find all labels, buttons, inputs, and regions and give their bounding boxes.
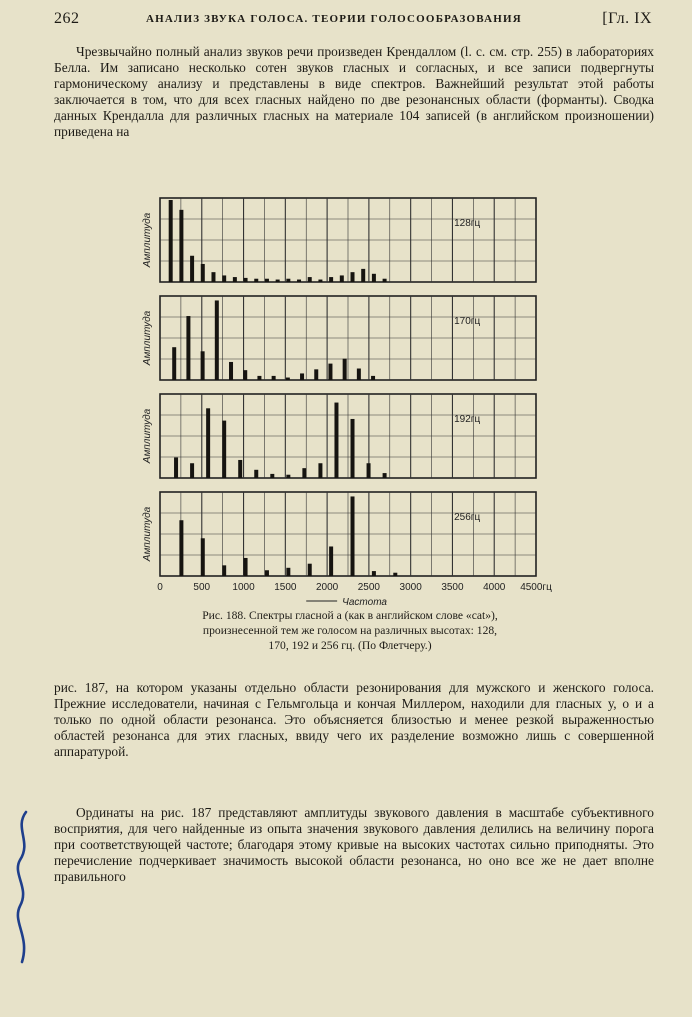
spectrum-bar: [244, 558, 248, 576]
spectrum-bar: [222, 565, 226, 576]
spectrum-bar: [229, 362, 233, 380]
spectrum-bar: [254, 279, 258, 282]
spectrum-bar: [257, 376, 261, 380]
x-tick-label: 4000: [483, 582, 506, 593]
spectrum-bar: [329, 277, 333, 282]
series-frequency-label: 128гц: [454, 218, 481, 229]
spectrum-bar: [215, 300, 219, 380]
spectrum-bar: [340, 275, 344, 282]
spectrum-bar: [179, 210, 183, 282]
margin-brace-mark: [8, 808, 38, 968]
spectrum-bar: [329, 546, 333, 576]
running-title: АНАЛИЗ ЗВУКА ГОЛОСА. ТЕОРИИ ГОЛОСООБРАЗОВАНИЯ: [146, 13, 522, 25]
spectrum-bar: [265, 570, 269, 576]
y-axis-label: Амплитуда: [142, 408, 153, 464]
paragraph-resonance: рис. 187, на котором указаны отдельно области резонирования для мужского и женского голоса. Прежние исследователи, начиная с Гельмгольца и кончая Миллером, находили для гласных у, о и а только по одной области резонанса. Это объясняется близостью и менее резкой выраженностью областей резонанса для этих гласных, ввиду чего их разделение возможно лишь с совершенной аппаратурой.: [54, 680, 654, 760]
spectrum-bar: [179, 520, 183, 576]
spectrum-bar: [297, 280, 301, 282]
y-axis-label: Амплитуда: [142, 212, 153, 268]
x-tick-label: 1000: [232, 582, 255, 593]
spectrum-bar: [190, 256, 194, 282]
y-axis-label: Амплитуда: [142, 506, 153, 562]
caption-line-2: произнесенной тем же голосом на различных высотах: 128,: [202, 624, 498, 637]
spectrum-bar: [211, 272, 215, 282]
spectrum-bar: [367, 463, 371, 478]
spectrum-bar: [393, 573, 397, 576]
spectrum-bar: [172, 347, 176, 380]
spectrum-bar: [286, 378, 290, 380]
spectrum-bar: [186, 316, 190, 380]
x-tick-label: 500: [193, 582, 211, 593]
caption-line-1: Рис. 188. Спектры гласной a (как в английском слове «cat»),: [202, 609, 498, 622]
spectrum-bar: [328, 364, 332, 380]
spectrum-bar: [272, 376, 276, 380]
spectrum-bar: [238, 460, 242, 478]
spectrum-bar: [318, 280, 322, 282]
spectrum-bar: [222, 275, 226, 282]
spectrum-bar: [383, 473, 387, 478]
spectrum-bar: [372, 571, 376, 576]
spectrum-bar: [351, 272, 355, 282]
spectrum-bar: [318, 463, 322, 478]
spectrum-bar: [308, 564, 312, 576]
x-tick-label: 3500: [441, 582, 464, 593]
x-tick-label: 0: [157, 582, 163, 593]
spectrum-bar: [351, 419, 355, 478]
spectrum-bar: [343, 359, 347, 380]
series-frequency-label: 192гц: [454, 414, 481, 425]
y-axis-label: Амплитуда: [142, 310, 153, 366]
spectrum-bar: [334, 403, 338, 478]
spectrum-bar: [351, 496, 355, 576]
spectrum-bar: [244, 278, 248, 282]
spectrum-bar: [206, 408, 210, 478]
spectrum-bar: [300, 373, 304, 380]
x-tick-label: 2500: [357, 582, 381, 593]
spectrum-bar: [276, 280, 280, 282]
spectrum-bar: [201, 351, 205, 380]
paragraph-intro: Чрезвычайно полный анализ звуков речи произведен Крендаллом (l. c. см. стр. 255) в лабораториях Белла. Им записано несколько сотен звуков гласных и согласных, и все записи подвергнуты гармоническому анализу и представлены в виде спектров. Важнейший результат этой работы заключается в том, что для всех гласных найдено по две резонансных области (форманты). Сводка данных Крендалла для различных гласных на материале 104 записей (в английском произношении) приведена на: [54, 44, 654, 140]
spectrum-bar: [383, 279, 387, 282]
x-tick-label: 2000: [315, 582, 339, 593]
spectrum-bar: [222, 421, 226, 478]
chapter-label: [Гл. IX: [602, 10, 652, 27]
paragraph-ordinates: Ординаты на рис. 187 представляют амплитуды звукового давления в масштабе субъективного восприятия, для чего найденные из опыта значения звукового давления делились на величину порога при соответствующей частоте; благодаря этому кривые на высоких частотах сильно приподняты. Это перечисление подчеркивает значимость высокой области резонанса, но оно все же не дает вполне правильного: [54, 805, 654, 885]
spectrum-bar: [190, 463, 194, 478]
spectrum-bar: [169, 200, 173, 282]
spectrum-bar: [270, 474, 274, 478]
spectrum-bar: [357, 369, 361, 380]
running-header: [54, 10, 652, 32]
spectrum-bar: [371, 376, 375, 380]
page-number: 262: [54, 10, 80, 27]
spectrum-bar: [233, 277, 237, 282]
x-axis-label: Частота: [342, 597, 388, 608]
spectrum-bar: [361, 269, 365, 282]
series-frequency-label: 170гц: [454, 316, 481, 327]
x-tick-label: 3000: [399, 582, 422, 593]
x-tick-label: 1500: [274, 582, 297, 593]
spectrum-bar: [286, 475, 290, 478]
spectrum-bar: [254, 470, 258, 478]
spectrum-bar: [265, 279, 269, 282]
spectrum-bar: [201, 538, 205, 576]
spectra-figure: [128, 192, 552, 608]
series-frequency-label: 256гц: [454, 512, 481, 523]
spectrum-bar: [243, 370, 247, 380]
spectrum-bar: [201, 264, 205, 282]
spectrum-bar: [286, 568, 290, 576]
spectrum-bar: [174, 458, 178, 479]
x-tick-label: 4500гц: [520, 582, 552, 593]
spectrum-bar: [314, 369, 318, 380]
spectrum-bar: [302, 468, 306, 478]
spectrum-bar: [286, 279, 290, 282]
spectrum-bar: [308, 277, 312, 282]
spectrum-bar: [372, 274, 376, 282]
caption-line-3: 170, 192 и 256 гц. (По Флетчеру.): [268, 639, 432, 652]
figure-caption: [100, 608, 600, 653]
